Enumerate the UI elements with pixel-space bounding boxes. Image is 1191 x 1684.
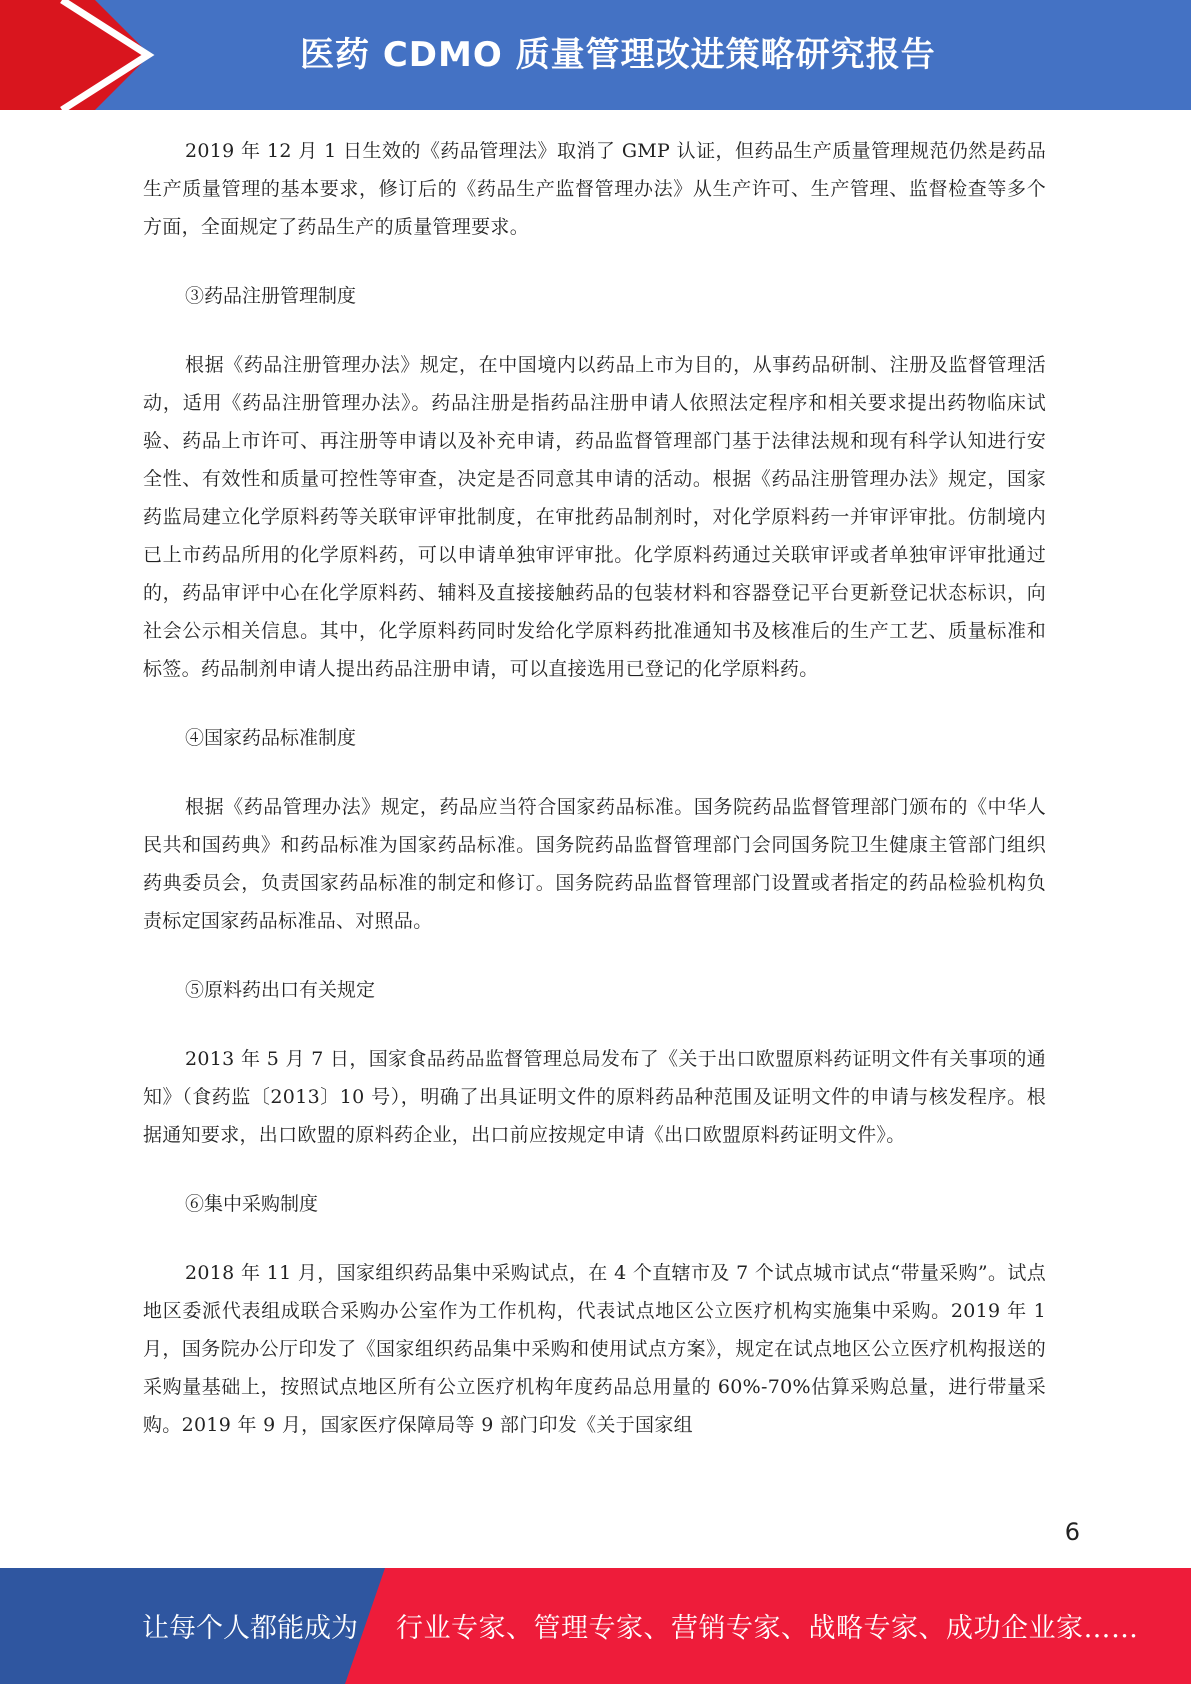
section-heading-standards: ④国家药品标准制度 xyxy=(185,727,357,749)
page-number: 6 xyxy=(1064,1518,1080,1546)
report-header xyxy=(0,0,1191,110)
paragraph-export: 2013 年 5 月 7 日，国家食品药品监督管理总局发布了《关于出口欧盟原料药证明文件有关事项的通知》（食药监〔2013〕10 号），明确了出具证明文件的原料药品种范围及证明文件的申请与核发程序。根据通知要求，出口欧盟的原料药企业，出口前应按规定申请《出口欧盟原料药证明文件》。 xyxy=(143,1048,1046,1146)
footer-slogan-right: 行业专家、管理专家、营销专家、战略专家、成功企业家…… xyxy=(396,1613,1139,1644)
paragraph-registration: 根据《药品注册管理办法》规定，在中国境内以药品上市为目的，从事药品研制、注册及监督管理活动，适用《药品注册管理办法》。药品注册是指药品注册申请人依照法定程序和相关要求提出药物临床试验、药品上市许可、再注册等申请以及补充申请，药品监督管理部门基于法律法规和现有科学认知进行安全性、有效性和质量可控性等审查，决定是否同意其申请的活动。根据《药品注册管理办法》规定，国家药监局建立化学原料药等关联审评审批制度，在审批药品制剂时，对化学原料药一并审评审批。仿制境内已上市药品所用的化学原料药，可以申请单独审评审批。化学原料药通过关联审评或者单独审评审批通过的，药品审评中心在化学原料药、辅料及直接接触药品的包装材料和容器登记平台更新登记状态标识，向社会公示相关信息。其中，化学原料药同时发给化学原料药批准通知书及核准后的生产工艺、质量标准和标签。药品制剂申请人提出药品注册申请，可以直接选用已登记的化学原料药。 xyxy=(143,354,1046,680)
section-heading-registration: ③药品注册管理制度 xyxy=(185,285,357,307)
footer-banner xyxy=(0,1568,1191,1684)
report-title: 医药 CDMO 质量管理改进策略研究报告 xyxy=(300,35,936,75)
section-heading-procurement: ⑥集中采购制度 xyxy=(185,1193,319,1215)
paragraph-gmp: 2019 年 12 月 1 日生效的《药品管理法》取消了 GMP 认证，但药品生产质量管理规范仍然是药品生产质量管理的基本要求，修订后的《药品生产监督管理办法》从生产许可、生产管理、监督检查等多个方面，全面规定了药品生产的质量管理要求。 xyxy=(143,140,1046,238)
section-heading-export: ⑤原料药出口有关规定 xyxy=(185,979,376,1001)
footer-slogan-left: 让每个人都能成为 xyxy=(142,1613,358,1644)
paragraph-procurement: 2018 年 11 月，国家组织药品集中采购试点，在 4 个直辖市及 7 个试点城市试点“带量采购”。试点地区委派代表组成联合采购办公室作为工作机构，代表试点地区公立医疗机构实施集中采购。2019 年 1 月，国务院办公厅印发了《国家组织药品集中采购和使用试点方案》，规定在试点地区公立医疗机构报送的采购量基础上，按照试点地区所有公立医疗机构年度药品总用量的 60%-70%估算采购总量，进行带量采购。2019 年 9 月，国家医疗保障局等 9 部门印发《关于国家组 xyxy=(143,1262,1046,1436)
document-body xyxy=(143,132,1046,1444)
red-arrow-icon xyxy=(0,0,160,110)
paragraph-standards: 根据《药品管理办法》规定，药品应当符合国家药品标准。国务院药品监督管理部门颁布的《中华人民共和国药典》和药品标准为国家药品标准。国务院药品监督管理部门会同国务院卫生健康主管部门组织药典委员会，负责国家药品标准的制定和修订。国务院药品监督管理部门设置或者指定的药品检验机构负责标定国家药品标准品、对照品。 xyxy=(143,796,1046,932)
